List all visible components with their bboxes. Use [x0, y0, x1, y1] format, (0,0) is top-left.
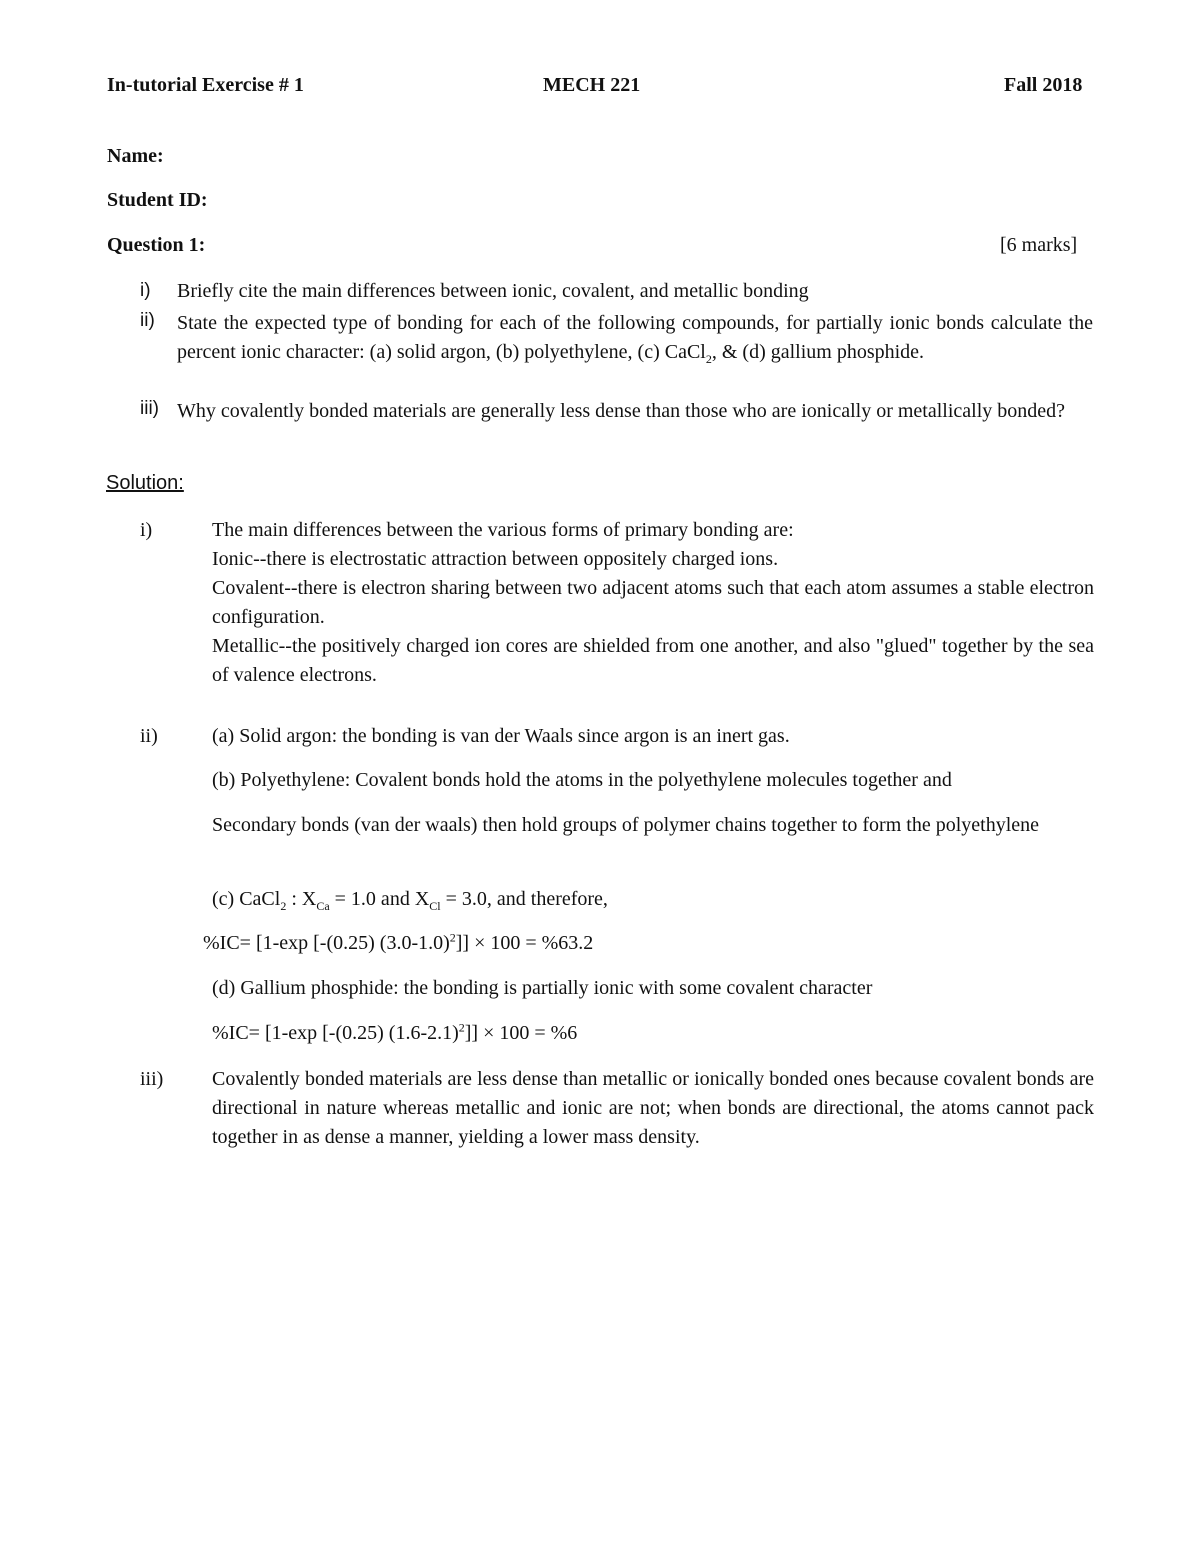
solution-ii-a: (a) Solid argon: the bonding is van der Waals since argon is an inert gas.	[212, 725, 790, 747]
header-term: Fall 2018	[1004, 74, 1083, 96]
question-item-num: iii)	[140, 398, 159, 419]
solution-line: Metallic--the positively charged ion cores are shielded from one another, and also "glued" together by the sea of valence electrons.	[212, 635, 1094, 686]
solution-ii-c-equation: %IC= [1-exp [-(0.25) $(3.0-1.0)^2]] \times 100 = \%63.2$	[203, 930, 594, 954]
header-course: MECH 221	[543, 74, 641, 96]
solution-ii-c: (c) CaCl$_2$ : $X_{Ca} = 1.0$ and $X_{Cl} = 3.0$, and therefore,	[212, 888, 608, 913]
solution-ii-d: (d) Gallium phosphide: the bonding is partially ionic with some covalent character	[212, 977, 873, 999]
question-item-num: i)	[140, 280, 151, 301]
solution-title: Solution:	[106, 472, 184, 494]
question-item-text: Why covalently bonded materials are generally less dense than those who are ionically or metallically bonded?	[177, 400, 1066, 422]
header-exercise: In-tutorial Exercise # 1	[107, 74, 304, 96]
solution-iii-text: Covalently bonded materials are less dense than metallic or ionically bonded ones because covalent bonds are directional in nature whereas metallic and ionic are not; when bonds are directional, the atoms cannot pack together in as dense a manner, yielding a lower mass density.	[212, 1068, 1094, 1148]
question-item-text: Briefly cite the main differences between ionic, covalent, and metallic bonding	[177, 280, 809, 302]
solution-part-i	[212, 516, 1094, 690]
solution-line: The main differences between the various forms of primary bonding are:	[212, 519, 794, 541]
name-label: Name:	[107, 145, 164, 167]
solution-ii-d-equation: %IC= [1-exp [-(0.25) $(1.6-2.1)^2]] \times 100 = \%6$	[212, 1020, 578, 1044]
solution-ii-b: (b) Polyethylene: Covalent bonds hold the atoms in the polyethylene molecules together and	[212, 769, 952, 791]
solution-line: Ionic--there is electrostatic attraction between oppositely charged ions.	[212, 548, 779, 570]
question-item-text: State the expected type of bonding for each of the following compounds, for partially ionic bonds calculate the percent ionic character: (a) solid argon, (b) polyethylene, (c) CaCl$_2$, & (d) gallium phosphide.	[177, 312, 1093, 366]
question-item-num: ii)	[140, 310, 155, 331]
solution-part-num: iii)	[140, 1068, 164, 1090]
solution-line: Covalent--there is electron sharing between two adjacent atoms such that each atom assumes a stable electron configuration.	[212, 577, 1094, 628]
solution-part-num: ii)	[140, 725, 158, 747]
question-marks: [6 marks]	[1000, 234, 1078, 256]
question-title: Question 1:	[107, 234, 206, 256]
student-id-label: Student ID:	[107, 189, 208, 211]
solution-part-num: i)	[140, 519, 153, 541]
solution-ii-b2: Secondary bonds (van der waals) then hold groups of polymer chains together to form the polyethylene	[212, 814, 1040, 836]
